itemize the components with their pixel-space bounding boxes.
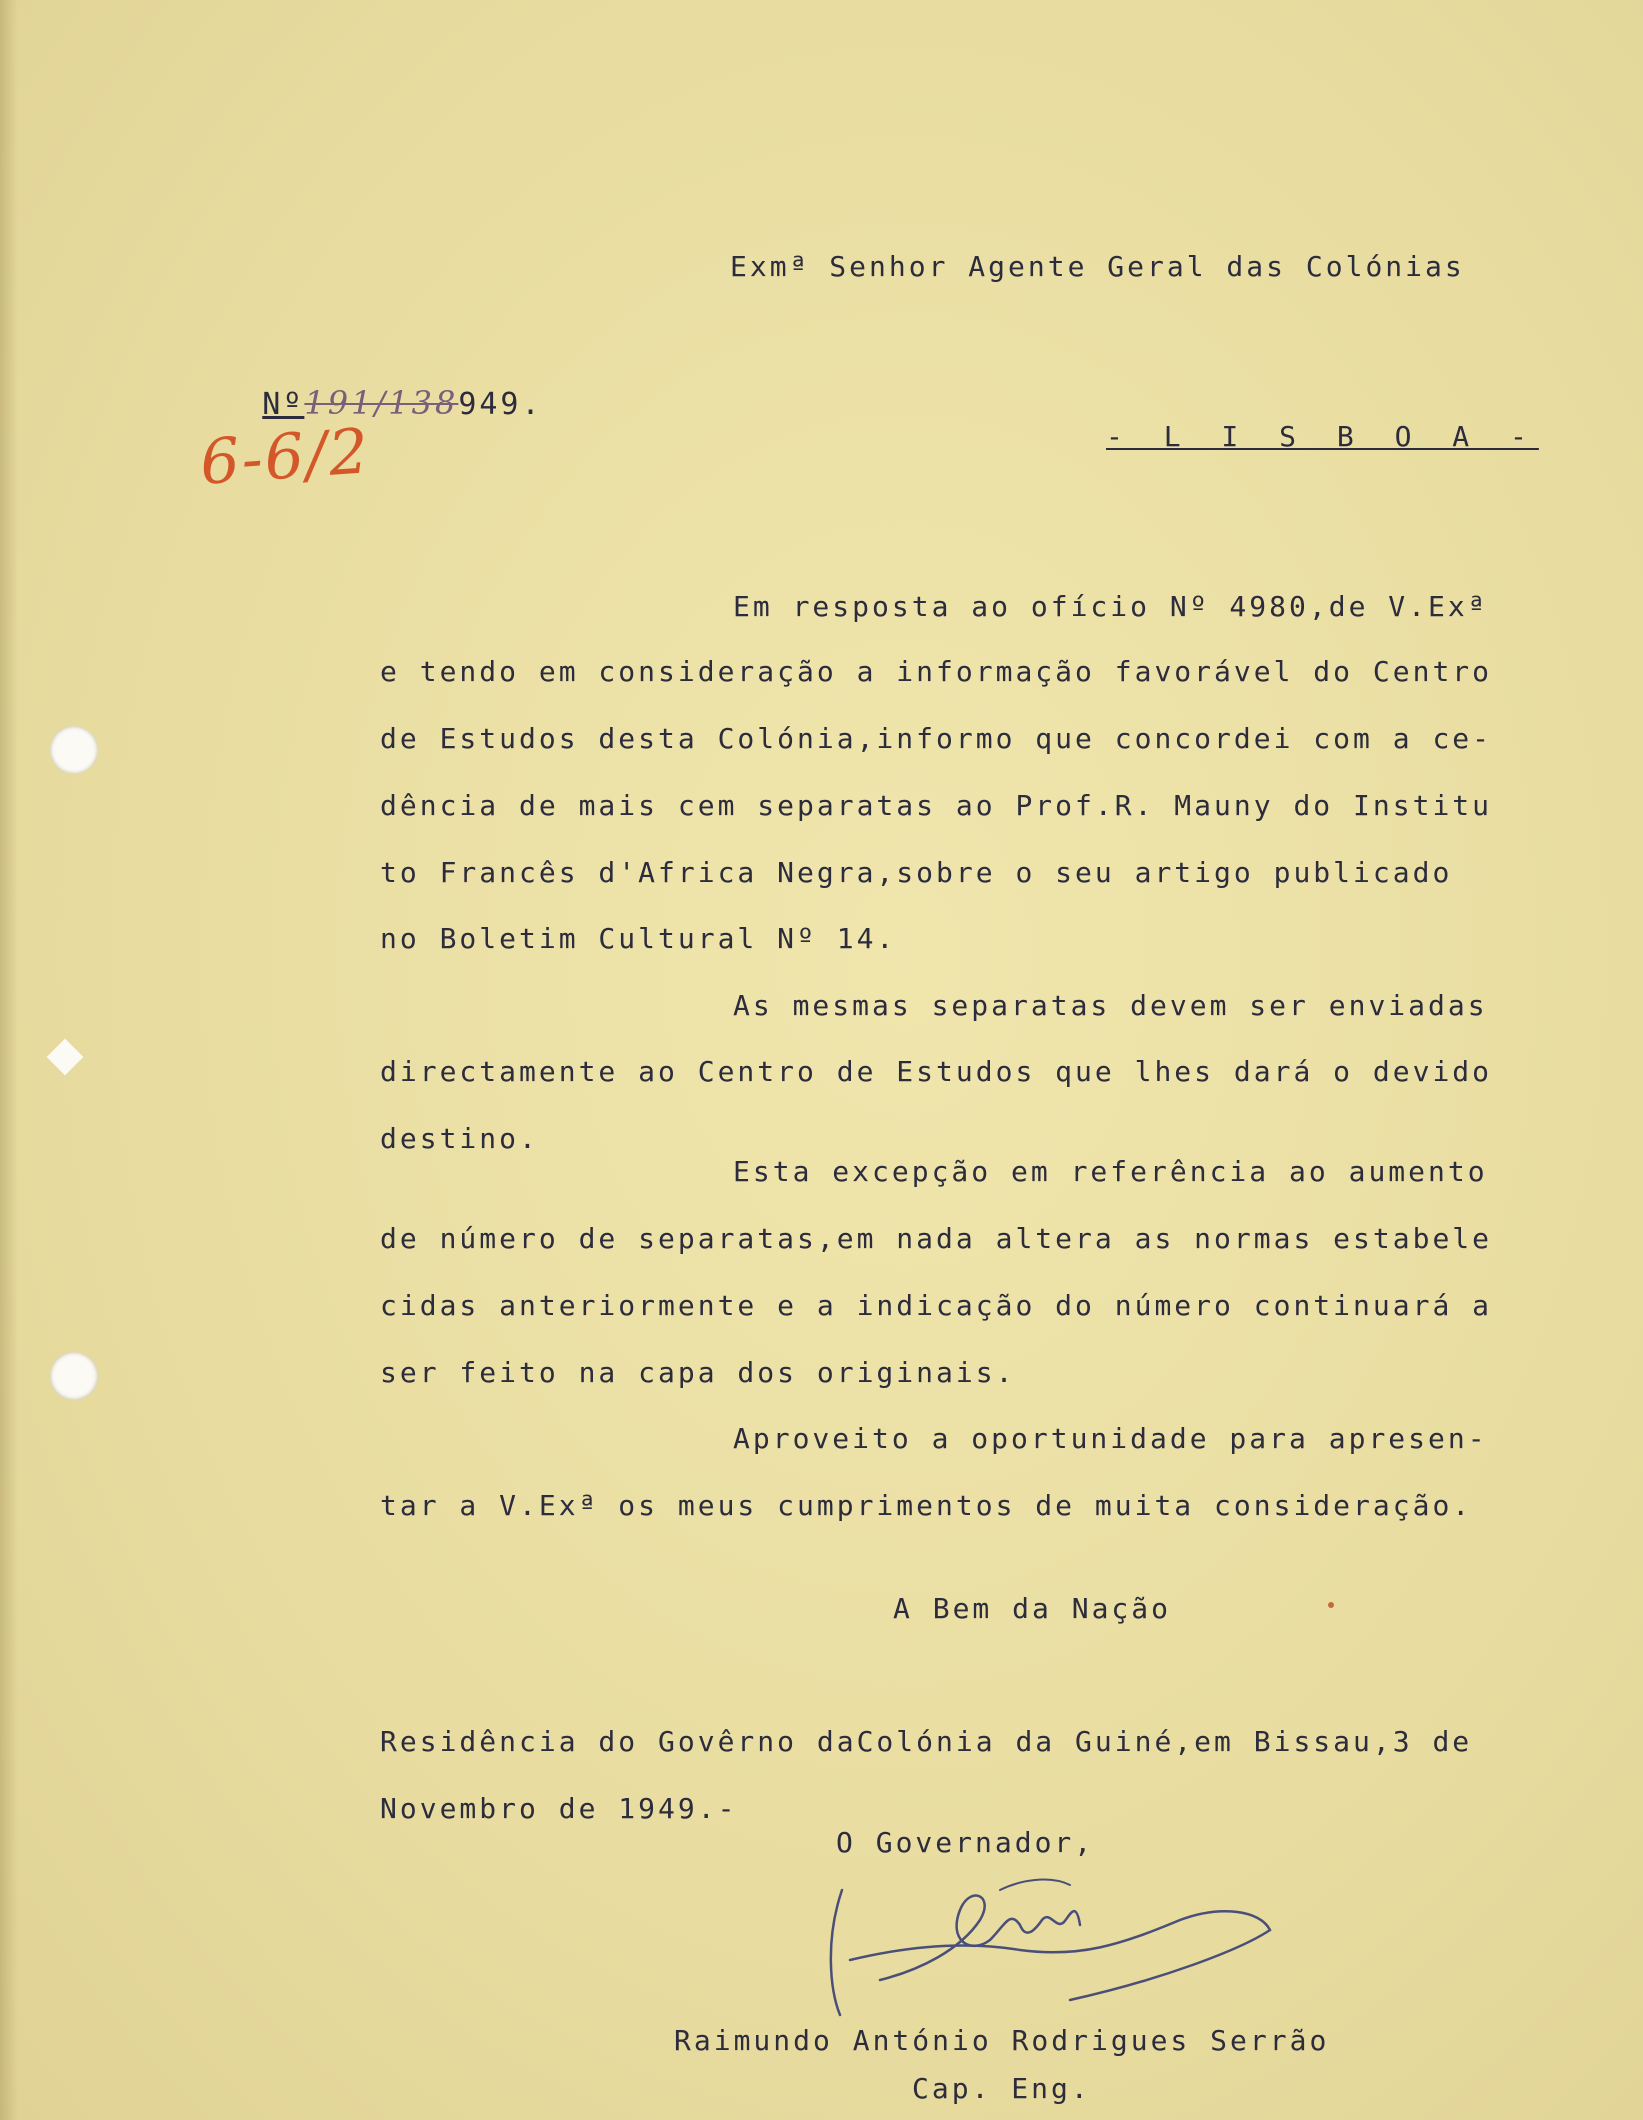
reference-handwritten-number: 191/138 xyxy=(304,384,459,422)
torn-hole xyxy=(47,1039,84,1076)
signature-stroke xyxy=(831,1890,842,2015)
punch-hole xyxy=(50,1352,98,1400)
place-date-line: Residência do Govêrno daColónia da Guiné,em Bissau,3 de xyxy=(380,1725,1473,1758)
body-line: directamente ao Centro de Estudos que lhes dará o devido xyxy=(380,1055,1493,1088)
body-line: Esta excepção em referência ao aumento xyxy=(733,1155,1488,1188)
signatory-name: Raimundo António Rodrigues Serrão xyxy=(674,2024,1330,2057)
body-line: destino. xyxy=(380,1122,539,1155)
body-line: Aproveito a oportunidade para apresen- xyxy=(733,1422,1488,1455)
city-heading: - L I S B O A - xyxy=(1106,420,1539,453)
body-line: no Boletim Cultural Nº 14. xyxy=(380,922,897,955)
body-line: dência de mais cem separatas ao Prof.R. Mauny do Institu xyxy=(380,789,1493,822)
red-handwritten-annotation: 6-6/2 xyxy=(197,414,373,499)
body-line: Em resposta ao ofício Nº 4980,de V.Exª xyxy=(733,590,1488,623)
body-line: cidas anteriormente e a indicação do número continuará a xyxy=(380,1289,1493,1322)
body-line: de Estudos desta Colónia,informo que concordei com a ce- xyxy=(380,722,1493,755)
signatory-rank: Cap. Eng. xyxy=(912,2072,1091,2105)
handwritten-signature xyxy=(820,1830,1280,2030)
closing-salutation: A Bem da Nação xyxy=(893,1592,1172,1625)
punch-hole xyxy=(50,726,98,774)
body-line: to Francês d'Africa Negra,sobre o seu artigo publicado xyxy=(380,856,1453,889)
signature-stroke xyxy=(1000,1880,1070,1890)
body-line: As mesmas separatas devem ser enviadas xyxy=(733,989,1488,1022)
signatory-title: O Governador, xyxy=(836,1826,1095,1859)
ink-speck xyxy=(1328,1602,1334,1608)
body-line: e tendo em consideração a informação favorável do Centro xyxy=(380,655,1493,688)
body-line: tar a V.Exª os meus cumprimentos de muita consideração. xyxy=(380,1489,1473,1522)
place-date-line: Novembro de 1949.- xyxy=(380,1792,738,1825)
body-line: de número de separatas,em nada altera as normas estabele xyxy=(380,1222,1493,1255)
reference-year: 949. xyxy=(458,387,543,422)
signature-stroke xyxy=(880,1896,1080,1980)
paper-edge-shadow xyxy=(0,0,18,2120)
addressee: Exmª Senhor Agente Geral das Colónias xyxy=(730,250,1465,283)
reference-prefix: Nº xyxy=(262,387,305,422)
body-line: ser feito na capa dos originais. xyxy=(380,1356,1016,1389)
